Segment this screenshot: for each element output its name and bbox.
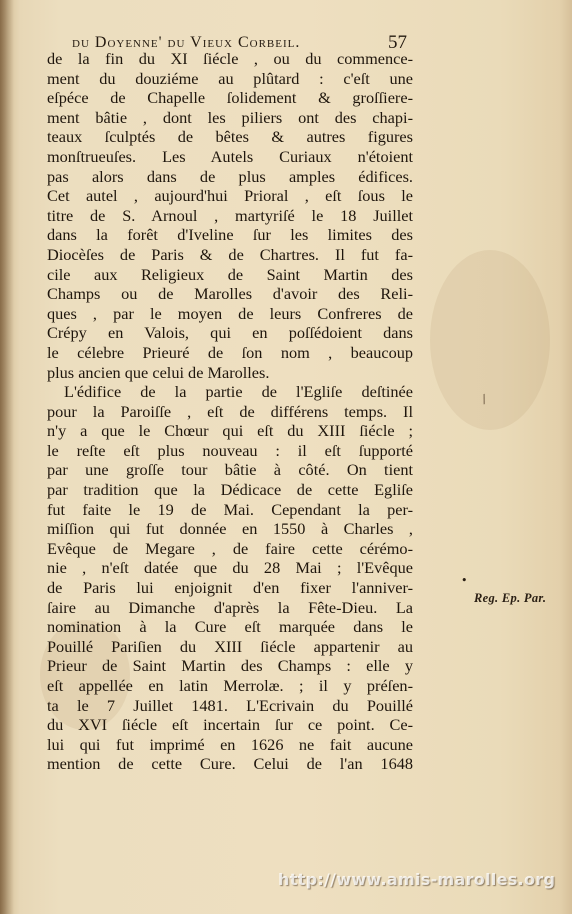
text-line: ment bâtie , dont les piliers ont des chapi- [47,107,413,127]
text-line: Pouillé Pariſien du XIII ſiécle appartenir au [47,636,413,656]
running-header: du Doyenne' du Vieux Corbeil. [72,34,301,51]
text-line: Cet autel , aujourd'hui Prioral , eſt ſous le [47,186,413,206]
margin-dot-icon: • [461,574,468,587]
body-text [47,49,413,774]
text-line: ſaire au Dimanche d'après la Fête-Dieu. La [47,597,413,617]
text-line: titre de S. Arnoul , martyriſé le 18 Juillet [47,205,413,225]
text-line: eſpéce de Chapelle ſolidement & groſſiere- [47,88,413,108]
text-line: miſſion qui fut donnée en 1550 à Charles , [47,519,413,539]
text-line: pour la Paroiſſe , eſt de différens temps. Il [47,401,413,421]
text-line: n'y a que le Chœur qui eſt du XIII ſiécle ; [47,421,413,441]
page-number: 57 [388,32,407,53]
ink-mark-icon: / [479,391,489,407]
text-line: le reſte eſt plus nouveau : il eſt ſupporté [47,440,413,460]
text-line: de Paris lui enjoignit d'en fixer l'anniver- [47,578,413,598]
text-line: le célebre Prieuré de ſon nom , beaucoup [47,342,413,362]
text-line: Prieur de Saint Martin des Champs : elle y [47,656,413,676]
text-line: ment du douziéme au plûtard : c'eſt une [47,68,413,88]
text-line: fut faite le 19 de Mai. Cependant la per- [47,499,413,519]
text-line: Evêque de Megare , de faire cette cérémo- [47,538,413,558]
text-line: pas alors dans de plus amples édifices. [47,166,413,186]
text-line: par tradition que la Dédicace de cette Egliſe [47,480,413,500]
text-line: Crépy en Valois, qui en poſſédoient dans [47,323,413,343]
text-line: L'édifice de la partie de l'Egliſe deſtinée [64,382,413,402]
text-line: monſtrueuſes. Les Autels Curiaux n'étoient [47,146,413,166]
text-line: lui qui fut imprimé en 1626 ne fait aucune [47,734,413,754]
watermark-url: http://www.amis-marolles.org [278,870,556,889]
text-line: cile aux Religieux de Saint Martin des [47,264,413,284]
page-gutter-shadow [0,0,14,914]
paper-stain [430,250,550,430]
text-line: nie , n'eſt datée que du 28 Mai ; l'Evêque [47,558,413,578]
text-line: mention de cette Cure. Celui de l'an 1648 [47,754,413,774]
margin-note: Reg. Ep. Par. [474,591,547,605]
text-line: eſt appellée en latin Merrolæ. ; il y préſen- [47,676,413,695]
text-line: du XVI ſiécle eſt incertain ſur ce point. Ce- [47,715,413,735]
text-line: teaux ſculptés de bêtes & autres figures [47,127,413,147]
text-line: plus ancien que celui de Marolles. [47,362,270,382]
text-line: ta le 7 Juillet 1481. L'Ecrivain du Pouillé [47,695,413,715]
text-line: nomination à la Cure eſt marquée dans le [47,617,413,637]
text-line: Champs ou de Marolles d'avoir des Reli- [47,284,413,304]
text-line: de la fin du XI ſiécle , ou du commence- [47,49,413,68]
text-line: Diocèſes de Paris & de Chartres. Il fut fa- [47,244,413,264]
text-line: dans la forêt d'Iveline ſur les limites des [47,225,413,245]
text-line: ques , par le moyen de leurs Confreres de [47,303,413,323]
text-line: par une groſſe tour bâtie à côté. On tient [47,460,413,480]
